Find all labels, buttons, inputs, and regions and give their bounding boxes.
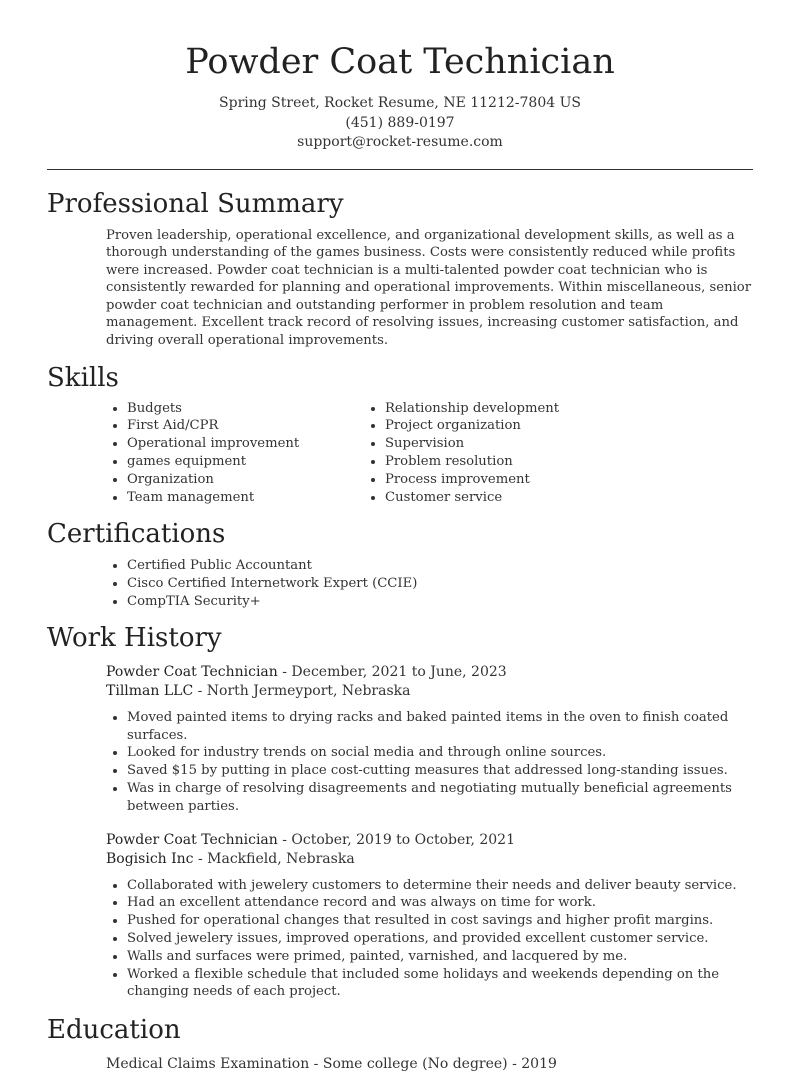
contact-phone: (451) 889-0197 <box>345 114 455 131</box>
job-bullets <box>47 877 753 1002</box>
skill-item: • Team management <box>127 489 366 507</box>
certification-item: • CompTIA Security+ <box>127 593 753 611</box>
job-company: Tillman LLC <box>106 683 194 700</box>
job-location: - Mackfield, Nebraska <box>193 851 355 868</box>
skill-item: • Customer service <box>385 489 559 507</box>
certifications-list <box>47 557 753 610</box>
section-title-education: Education <box>47 1015 181 1046</box>
skills-grid <box>47 400 753 507</box>
skill-item: • Relationship development <box>385 400 559 418</box>
skill-item: • First Aid/CPR <box>127 417 366 435</box>
job-location: - North Jermeyport, Nebraska <box>193 683 411 700</box>
certification-item: • Cisco Certified Internetwork Expert (CCIE) <box>127 575 753 593</box>
skill-item: • Process improvement <box>385 471 559 489</box>
job-bullets <box>47 709 753 816</box>
skill-item: • Organization <box>127 471 366 489</box>
skill-item: • Budgets <box>127 400 366 418</box>
skill-item: • Operational improvement <box>127 435 366 453</box>
section-title-summary: Professional Summary <box>47 188 344 219</box>
contact-address: Spring Street, Rocket Resume, NE 11212-7804 US <box>219 95 581 111</box>
summary-paragraph: Proven leadership, operational excellence, and organizational development skills, as well as a thorough understanding of the games business. Costs were consistently reduced while profits were increased. Powder coat technician is a multi-talented powder coat technician who is consistently rewarded for planning and operational improvements. Within miscellaneous, senior powder coat technician and outstanding performer in problem resolution and team management. Excellent track record of resolving issues, increasing customer satisfaction, and driving overall operational improvements. <box>106 227 752 349</box>
contact-email[interactable]: support@rocket-resume.com <box>297 134 503 150</box>
skills-list-right <box>366 400 559 507</box>
job-title: Powder Coat Technician <box>106 663 278 680</box>
job-title: Powder Coat Technician <box>106 831 278 848</box>
job-bullet: • Saved $15 by putting in place cost-cutting measures that addressed long-standing issues. <box>127 762 753 780</box>
header-divider <box>47 169 753 170</box>
certification-item: • Certified Public Accountant <box>127 557 753 575</box>
job-title-line <box>106 831 753 851</box>
job-dates: - December, 2021 to June, 2023 <box>277 663 507 680</box>
education-detail: - Some college (No degree) - 2019 <box>309 1056 557 1073</box>
job-company-line <box>106 682 753 702</box>
skills-list-left <box>47 400 366 507</box>
resume-header <box>47 0 753 153</box>
job-bullet: • Looked for industry trends on social media and through online sources. <box>127 744 753 762</box>
job-company-line <box>106 850 753 870</box>
section-title-skills: Skills <box>47 362 119 393</box>
section-title-work-history: Work History <box>47 622 222 653</box>
education-entry <box>106 1055 753 1075</box>
skill-item: • Supervision <box>385 435 559 453</box>
job-company: Bogisich Inc <box>106 851 194 868</box>
skill-item: • Project organization <box>385 417 559 435</box>
job-dates: - October, 2019 to October, 2021 <box>277 831 515 848</box>
job-bullet: • Was in charge of resolving disagreements and negotiating mutually beneficial agreements between parties. <box>127 780 753 816</box>
section-title-certifications: Certifications <box>47 519 226 550</box>
job-bullet: • Pushed for operational changes that resulted in cost savings and higher profit margins. <box>127 912 753 930</box>
job-entry <box>106 831 753 1002</box>
job-bullet: • Collaborated with jewelery customers to determine their needs and deliver beauty service. <box>127 877 753 895</box>
job-title-line <box>106 663 753 683</box>
skill-item: • games equipment <box>127 453 366 471</box>
job-bullet: • Had an excellent attendance record and was always on time for work. <box>127 894 753 912</box>
job-bullet: • Worked a flexible schedule that included some holidays and weekends depending on the changing needs of each project. <box>127 966 753 1002</box>
education-degree: Medical Claims Examination <box>106 1056 310 1073</box>
job-bullet: • Moved painted items to drying racks and baked painted items in the oven to finish coated surfaces. <box>127 709 753 745</box>
skill-item: • Problem resolution <box>385 453 559 471</box>
job-bullet: • Walls and surfaces were primed, painted, varnished, and lacquered by me. <box>127 948 753 966</box>
job-entry <box>106 663 753 816</box>
job-bullet: • Solved jewelery issues, improved operations, and provided excellent customer service. <box>127 930 753 948</box>
candidate-name: Powder Coat Technician <box>185 42 615 82</box>
